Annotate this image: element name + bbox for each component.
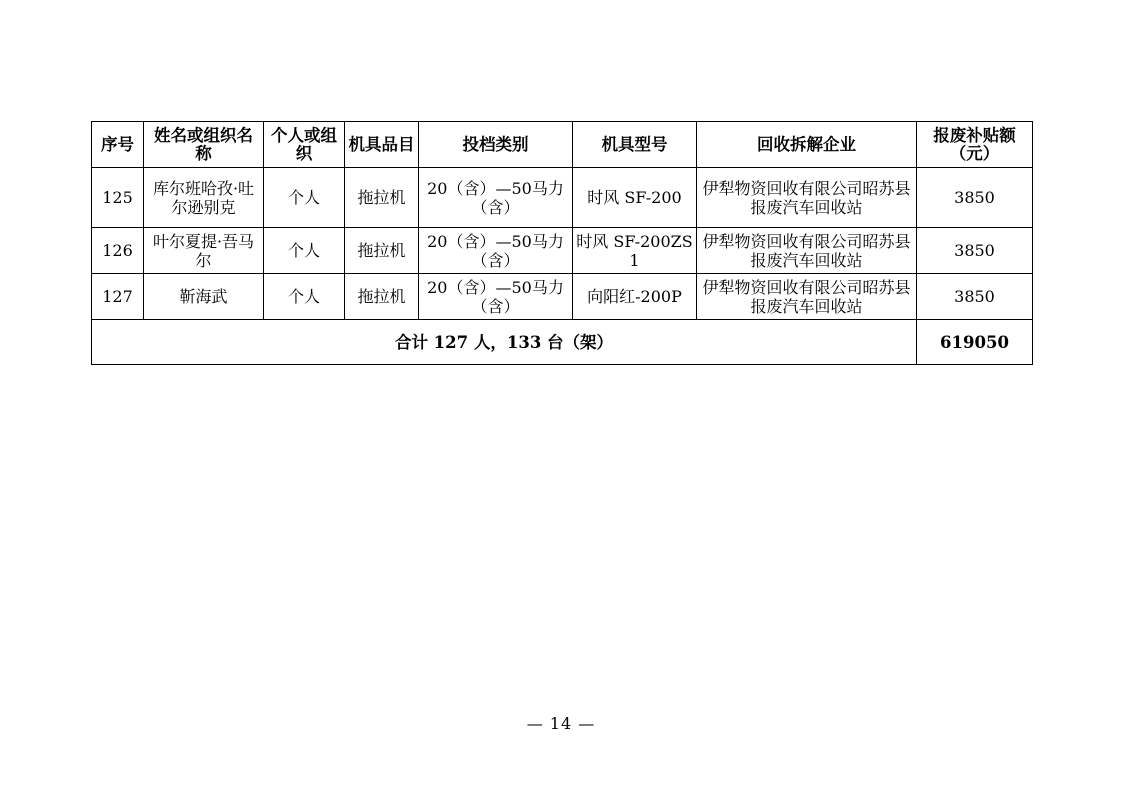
table-header-row xyxy=(92,122,1033,168)
cell-type: 个人 xyxy=(264,168,345,228)
header-amount: 报废补贴额（元） xyxy=(917,122,1033,168)
table-row xyxy=(92,274,1033,320)
cell-amount: 3850 xyxy=(917,228,1033,274)
header-class: 投档类别 xyxy=(419,122,573,168)
total-label: 合计 127 人，133 台（架） xyxy=(92,320,917,365)
table-row xyxy=(92,228,1033,274)
cell-type: 个人 xyxy=(264,228,345,274)
subsidy-table xyxy=(91,121,1033,365)
header-serial: 序号 xyxy=(92,122,144,168)
cell-model: 时风 SF-200 xyxy=(573,168,697,228)
cell-serial: 126 xyxy=(92,228,144,274)
header-type: 个人或组织 xyxy=(264,122,345,168)
cell-class: 20（含）—50马力（含） xyxy=(419,168,573,228)
cell-name: 库尔班哈孜·吐尔逊别克 xyxy=(144,168,264,228)
cell-company: 伊犁物资回收有限公司昭苏县报废汽车回收站 xyxy=(697,274,917,320)
header-company: 回收拆解企业 xyxy=(697,122,917,168)
cell-type: 个人 xyxy=(264,274,345,320)
cell-serial: 127 xyxy=(92,274,144,320)
cell-category: 拖拉机 xyxy=(345,168,419,228)
page-number: — 14 — xyxy=(526,714,596,733)
cell-company: 伊犁物资回收有限公司昭苏县报废汽车回收站 xyxy=(697,228,917,274)
cell-name: 叶尔夏提·吾马尔 xyxy=(144,228,264,274)
cell-amount: 3850 xyxy=(917,168,1033,228)
total-amount: 619050 xyxy=(917,320,1033,365)
cell-company: 伊犁物资回收有限公司昭苏县报废汽车回收站 xyxy=(697,168,917,228)
header-name: 姓名或组织名称 xyxy=(144,122,264,168)
header-model: 机具型号 xyxy=(573,122,697,168)
cell-amount: 3850 xyxy=(917,274,1033,320)
cell-model: 向阳红-200P xyxy=(573,274,697,320)
cell-model: 时风 SF-200ZS1 xyxy=(573,228,697,274)
cell-class: 20（含）—50马力（含） xyxy=(419,274,573,320)
cell-category: 拖拉机 xyxy=(345,274,419,320)
header-category: 机具品目 xyxy=(345,122,419,168)
table-row xyxy=(92,168,1033,228)
cell-category: 拖拉机 xyxy=(345,228,419,274)
table-total-row xyxy=(92,320,1033,365)
cell-serial: 125 xyxy=(92,168,144,228)
cell-class: 20（含）—50马力（含） xyxy=(419,228,573,274)
cell-name: 靳海武 xyxy=(144,274,264,320)
